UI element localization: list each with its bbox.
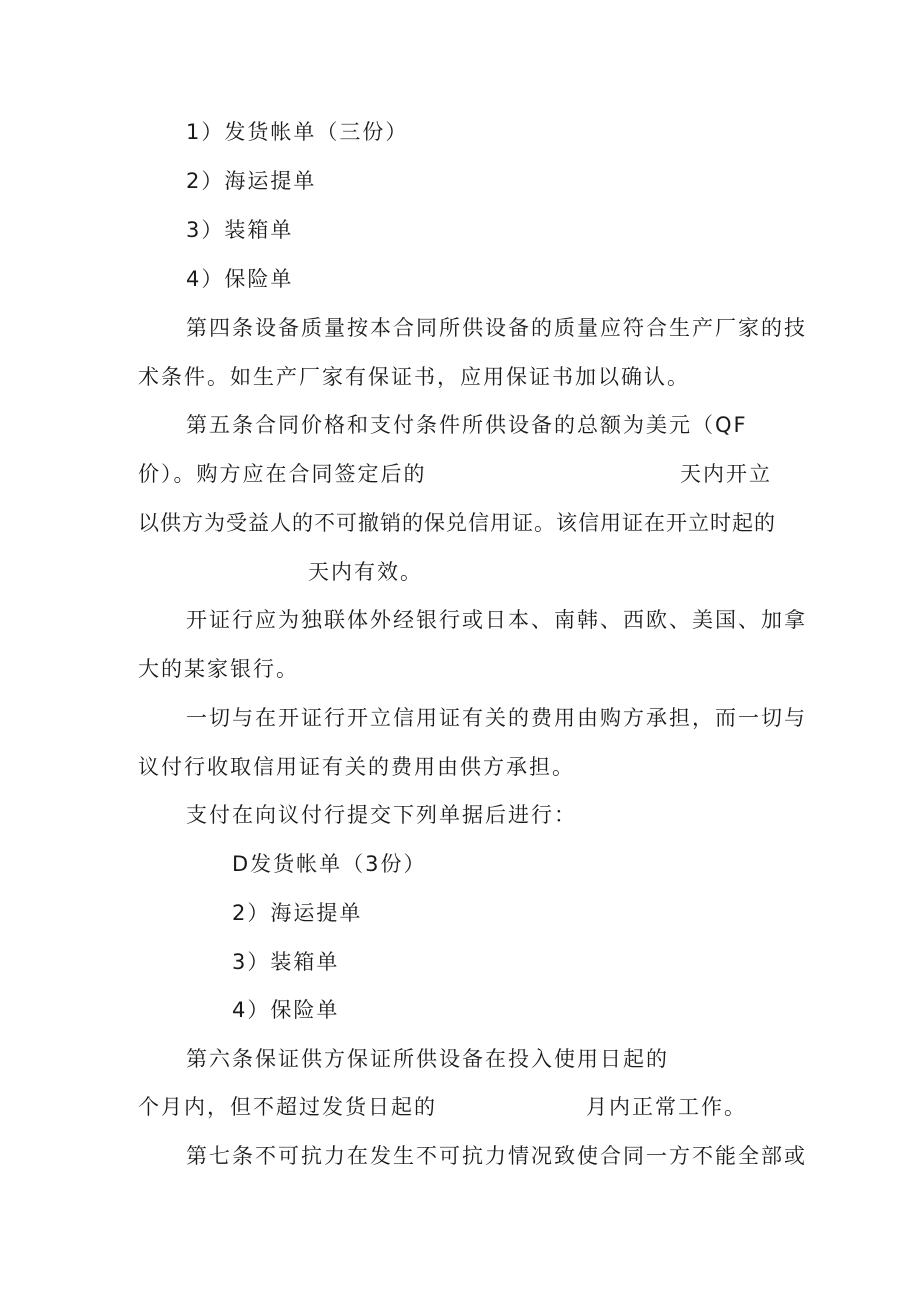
article5-line1: 第五条合同价格和支付条件所供设备的总额为美元（QF	[186, 413, 748, 437]
article4-line1: 第四条设备质量按本合同所供设备的质量应符合生产厂家的技	[186, 316, 807, 340]
list1-item-3: 3）装箱单	[186, 218, 294, 242]
fees-line2: 议付行收取信用证有关的费用由供方承担。	[138, 755, 575, 779]
article5-line2-start: 价）。购方应在合同签定后的	[138, 462, 427, 486]
list2-item-2: 2）海运提单	[232, 901, 363, 925]
article5-line3: 以供方为受益人的不可撤销的保兑信用证。该信用证在开立时起的	[138, 511, 776, 535]
list2-item-3: 3）装箱单	[232, 950, 340, 974]
article5-line2-end: 天内开立	[680, 462, 772, 486]
article5-line4: 天内有效。	[308, 560, 423, 584]
list1-item-4: 4）保险单	[186, 267, 294, 291]
fees-line1: 一切与在开证行开立信用证有关的费用由购方承担，而一切与	[186, 706, 807, 730]
list1-item-1: 1）发货帐单（三份）	[186, 120, 409, 144]
list1-item-2: 2）海运提单	[186, 169, 317, 193]
article6-line2-end: 月内正常工作。	[586, 1095, 747, 1119]
list2-item-4: 4）保险单	[232, 998, 340, 1022]
article7-line1: 第七条不可抗力在发生不可抗力情况致使合同一方不能全部或	[186, 1144, 807, 1168]
article4-line2: 术条件。如生产厂家有保证书，应用保证书加以确认。	[138, 365, 690, 389]
list2-item-1: D发货帐单（3份）	[232, 852, 427, 876]
bank-line2: 大的某家银行。	[138, 657, 299, 681]
payment-intro: 支付在向议付行提交下列单据后进行：	[186, 803, 577, 827]
bank-line1: 开证行应为独联体外经银行或日本、南韩、西欧、美国、加拿	[186, 608, 807, 632]
article6-line2-start: 个月内，但不超过发货日起的	[138, 1095, 437, 1119]
article6-line1: 第六条保证供方保证所供设备在投入使用日起的	[186, 1047, 669, 1071]
